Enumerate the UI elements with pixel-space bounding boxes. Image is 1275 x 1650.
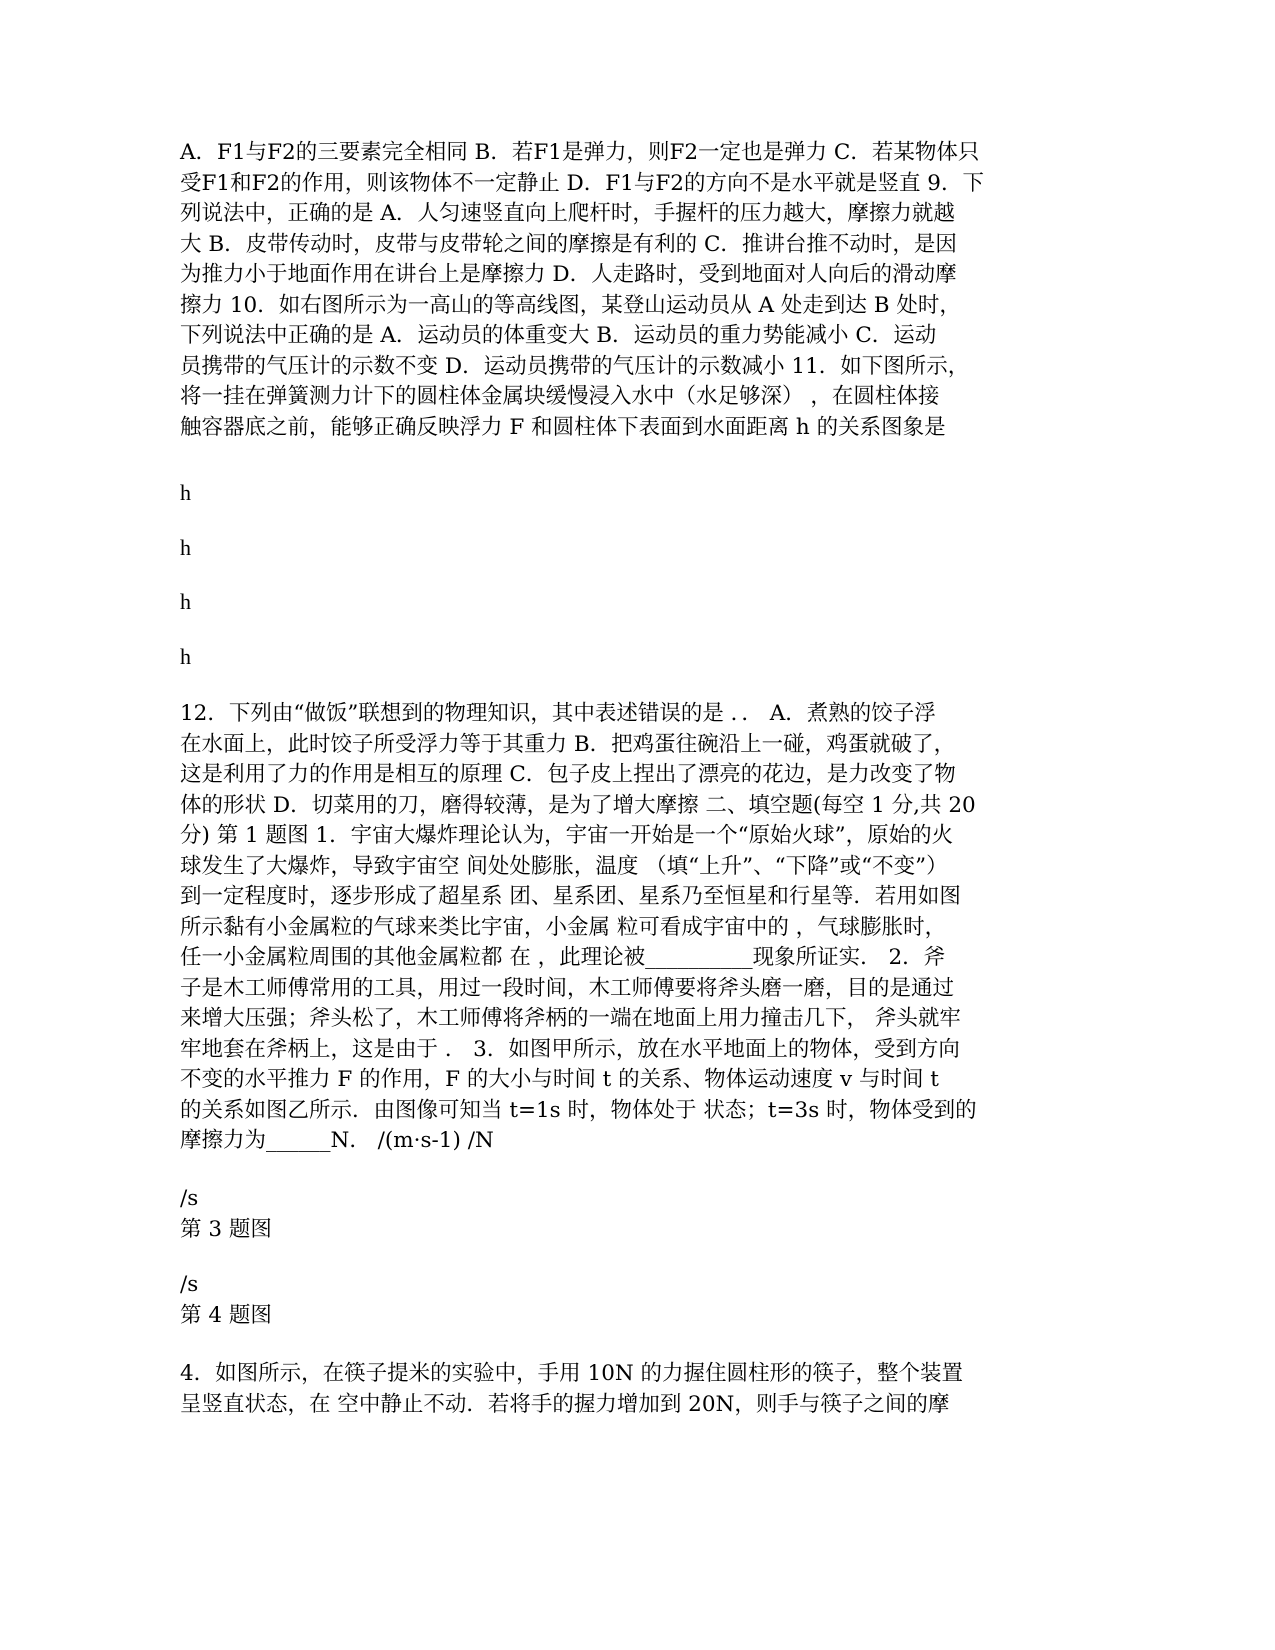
text-line: 牢地套在斧柄上，这是由于 ． 3．如图甲所示，放在水平地面上的物体，受到方向 xyxy=(180,1036,960,1062)
figure-3-block xyxy=(180,1184,272,1245)
figure-caption: 第 3 题图 xyxy=(180,1216,272,1242)
text-line: 受F1和F2的作用，则该物体不一定静止 D．F1与F2的方向不是水平就是竖直 9．下 xyxy=(180,170,984,196)
text-line: 下列说法中正确的是 A．运动员的体重变大 B．运动员的重力势能减小 C．运动 xyxy=(180,323,937,348)
question-4-paragraph xyxy=(180,1359,963,1420)
text-line: 为推力小于地面作用在讲台上是摩擦力 D．人走路时，受到地面对人向后的滑动摩 xyxy=(180,262,957,287)
text-line: 员携带的气压计的示数不变 D．运动员携带的气压计的示数减小 11．如下图所示， xyxy=(180,353,970,379)
text-line: A．F1与F2的三要素完全相同 B．若F1是弹力，则F2一定也是弹力 C．若某物体只 xyxy=(180,140,980,165)
text-line: 12．下列由“做饭”联想到的物理知识，其中表述错误的是 ．． A．煮熟的饺子浮 xyxy=(180,701,936,726)
figure-axis-unit: /s xyxy=(180,1272,199,1297)
graph-axis-label-h: h xyxy=(180,589,191,614)
text-line: 在水面上，此时饺子所受浮力等于其重力 B．把鸡蛋往碗沿上一碰，鸡蛋就破了， xyxy=(180,731,956,757)
text-line: 分) 第 1 题图 1．宇宙大爆炸理论认为，宇宙一开始是一个“原始火球”，原始的火 xyxy=(180,823,954,848)
text-line: 将一挂在弹簧测力计下的圆柱体金属块缓慢浸入水中（水足够深） ，在圆柱体接 xyxy=(180,384,940,409)
text-line: 这是利用了力的作用是相互的原理 C．包子皮上捏出了漂亮的花边，是力改变了物 xyxy=(180,762,956,787)
question-12-and-fill-in-paragraph xyxy=(180,699,977,1157)
questions-8-11-paragraph xyxy=(180,138,984,443)
text-line: 4．如图所示，在筷子提米的实验中，手用 10N 的力握住圆柱形的筷子，整个装置 xyxy=(180,1361,964,1386)
graph-axis-label-h: h xyxy=(180,535,191,560)
text-line: 所示黏有小金属粒的气球来类比宇宙，小金属 粒可看成宇宙中的 ，气球膨胀时， xyxy=(180,914,947,940)
figure-4-block xyxy=(180,1270,272,1331)
text-line: 不变的水平推力 F 的作用，F 的大小与时间 t 的关系、物体运动速度 v 与时间 t xyxy=(180,1067,939,1092)
text-line: 呈竖直状态，在 空中静止不动．若将手的握力增加到 20N，则手与筷子之间的摩 xyxy=(180,1391,950,1417)
text-line: 球发生了大爆炸，导致宇宙空 间处处膨胀，温度 （填“上升”、“下降”或“不变”） xyxy=(180,853,948,879)
figure-axis-unit: /s xyxy=(180,1186,199,1211)
figure-caption: 第 4 题图 xyxy=(180,1302,272,1328)
text-line: 擦力 10．如右图所示为一高山的等高线图，某登山运动员从 A 处走到达 B 处时， xyxy=(180,292,961,318)
text-line: 子是木工师傅常用的工具，用过一段时间，木工师傅要将斧头磨一磨，目的是通过 xyxy=(180,975,955,1001)
text-line: 触容器底之前，能够正确反映浮力 F 和圆柱体下表面到水面距离 h 的关系图象是 xyxy=(180,414,946,440)
text-line: 任一小金属粒周围的其他金属粒都 在 ，此理论被__________现象所证实． 2．斧 xyxy=(180,945,946,970)
graph-axis-label-h: h xyxy=(180,480,191,505)
graph-axis-label-h: h xyxy=(180,644,191,669)
text-line: 摩擦力为______N． /(m·s-1) /N xyxy=(180,1128,494,1153)
text-line: 列说法中，正确的是 A．人匀速竖直向上爬杆时，手握杆的压力越大，摩擦力就越 xyxy=(180,201,955,226)
text-line: 大 B．皮带传动时，皮带与皮带轮之间的摩擦是有利的 C．推讲台推不动时，是因 xyxy=(180,231,957,257)
text-line: 到一定程度时，逐步形成了超星系 团、星系团、星系乃至恒星和行星等．若用如图 xyxy=(180,884,961,909)
text-line: 的关系如图乙所示．由图像可知当 t=1s 时，物体处于 状态；t=3s 时，物体受到的 xyxy=(180,1097,977,1123)
text-line: 体的形状 D．切菜用的刀，磨得较薄，是为了增大摩擦 二、填空题(每空 1 分,共 20 xyxy=(180,792,976,818)
text-line: 来增大压强；斧头松了，木工师傅将斧柄的一端在地面上用力撞击几下， 斧头就牢 xyxy=(180,1006,961,1031)
